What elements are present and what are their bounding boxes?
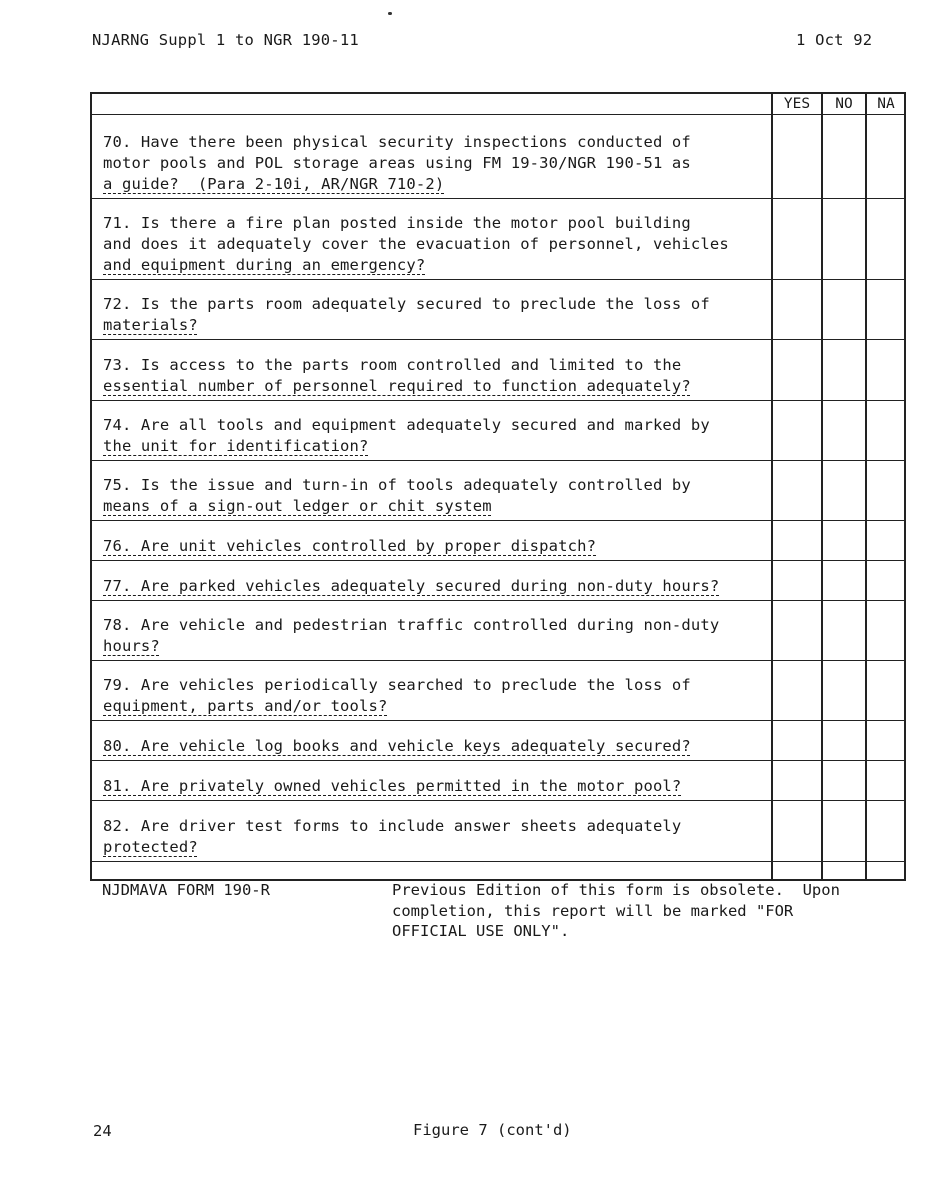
form-number: NJDMAVA FORM 190-R: [102, 881, 270, 899]
document-date: 1 Oct 92: [796, 31, 873, 49]
question-72: [103, 294, 775, 336]
row-divider: [92, 520, 904, 521]
answer-cell-no-q71[interactable]: [823, 200, 865, 277]
question-line: 81. Are privately owned vehicles permitted in the motor pool?: [103, 777, 682, 795]
document-reference: NJARNG Suppl 1 to NGR 190-11: [92, 31, 359, 49]
question-line: materials?: [103, 316, 198, 334]
question-line: 80. Are vehicle log books and vehicle keys adequately secured?: [103, 737, 691, 755]
answer-cell-na-q74[interactable]: [867, 402, 905, 458]
question-79: [103, 675, 775, 717]
obsolete-notice: Previous Edition of this form is obsolete. Upon completion, this report will be marked "FOR OFFICIAL USE ONLY".: [392, 881, 840, 940]
question-line: 82. Are driver test forms to include answer sheets adequately: [103, 817, 682, 835]
answer-cell-no-q78[interactable]: [823, 602, 865, 658]
answer-cell-yes-q75[interactable]: [773, 462, 821, 518]
question-80: [103, 736, 775, 757]
question-line: protected?: [103, 838, 198, 856]
question-line: 70. Have there been physical security inspections conducted of: [103, 133, 691, 151]
question-line: 74. Are all tools and equipment adequately secured and marked by: [103, 416, 710, 434]
answer-cell-yes-q71[interactable]: [773, 200, 821, 277]
answer-cell-yes-q78[interactable]: [773, 602, 821, 658]
question-line: 79. Are vehicles periodically searched to preclude the loss of: [103, 676, 691, 694]
question-line: 76. Are unit vehicles controlled by proper dispatch?: [103, 537, 597, 555]
answer-cell-na-q77[interactable]: [867, 562, 905, 598]
question-line: 78. Are vehicle and pedestrian traffic controlled during non-duty: [103, 616, 720, 634]
answer-cell-no-q74[interactable]: [823, 402, 865, 458]
answer-cell-no-q82[interactable]: [823, 802, 865, 859]
answer-cell-no-q80[interactable]: [823, 722, 865, 758]
answer-cell-yes-q74[interactable]: [773, 402, 821, 458]
row-divider: [92, 400, 904, 401]
question-81: [103, 776, 775, 797]
answer-cell-no-q81[interactable]: [823, 762, 865, 798]
answer-cell-yes-q82[interactable]: [773, 802, 821, 859]
answer-cell-yes-q70[interactable]: [773, 116, 821, 196]
question-line: essential number of personnel required to function adequately?: [103, 377, 691, 395]
column-header-no: NO: [835, 96, 853, 112]
row-divider: [92, 560, 904, 561]
answer-cell-no-q75[interactable]: [823, 462, 865, 518]
figure-caption: Figure 7 (cont'd): [413, 1121, 572, 1139]
stray-mark: [388, 12, 392, 15]
answer-cell-no-q79[interactable]: [823, 662, 865, 718]
answer-cell-na-q70[interactable]: [867, 116, 905, 196]
column-header-na: NA: [877, 96, 895, 112]
question-70: [103, 132, 775, 195]
answer-cell-yes-q76[interactable]: [773, 522, 821, 558]
answer-cell-no-q70[interactable]: [823, 116, 865, 196]
answer-cell-na-q81[interactable]: [867, 762, 905, 798]
row-divider: [92, 760, 904, 761]
answer-cell-yes-q73[interactable]: [773, 341, 821, 398]
question-line: motor pools and POL storage areas using FM 19-30/NGR 190-51 as: [103, 154, 691, 172]
question-78: [103, 615, 775, 657]
row-divider: [92, 600, 904, 601]
question-line: and does it adequately cover the evacuation of personnel, vehicles: [103, 235, 729, 253]
row-divider: [92, 720, 904, 721]
row-divider: [92, 460, 904, 461]
question-82: [103, 816, 775, 858]
question-line: means of a sign-out ledger or chit system: [103, 497, 492, 515]
answer-cell-na-q72[interactable]: [867, 281, 905, 337]
question-73: [103, 355, 775, 397]
question-77: [103, 576, 775, 597]
column-header-yes: YES: [783, 96, 811, 112]
question-line: equipment, parts and/or tools?: [103, 697, 388, 715]
checklist-form: [90, 92, 906, 881]
answer-cell-na-q75[interactable]: [867, 462, 905, 518]
question-line: and equipment during an emergency?: [103, 256, 426, 274]
answer-cell-na-q76[interactable]: [867, 522, 905, 558]
answer-cell-yes-q79[interactable]: [773, 662, 821, 718]
question-line: 75. Is the issue and turn-in of tools adequately controlled by: [103, 476, 691, 494]
answer-cell-na-q79[interactable]: [867, 662, 905, 718]
answer-cell-yes-q72[interactable]: [773, 281, 821, 337]
row-divider: [92, 800, 904, 801]
answer-cell-no-q72[interactable]: [823, 281, 865, 337]
answer-cell-na-q80[interactable]: [867, 722, 905, 758]
row-divider: [92, 660, 904, 661]
row-divider: [92, 861, 904, 862]
answer-cell-yes-q81[interactable]: [773, 762, 821, 798]
answer-cell-no-q77[interactable]: [823, 562, 865, 598]
answer-cell-yes-q77[interactable]: [773, 562, 821, 598]
row-divider: [92, 339, 904, 340]
header-row-line: [92, 114, 904, 115]
question-line: a guide? (Para 2-10i, AR/NGR 710-2): [103, 175, 445, 193]
question-75: [103, 475, 775, 517]
question-71: [103, 213, 775, 276]
page-number: 24: [93, 1122, 112, 1140]
question-line: 73. Is access to the parts room controlled and limited to the: [103, 356, 682, 374]
question-line: 72. Is the parts room adequately secured to preclude the loss of: [103, 295, 710, 313]
answer-cell-na-q78[interactable]: [867, 602, 905, 658]
question-line: 77. Are parked vehicles adequately secured during non-duty hours?: [103, 577, 720, 595]
question-76: [103, 536, 775, 557]
answer-cell-na-q73[interactable]: [867, 341, 905, 398]
row-divider: [92, 198, 904, 199]
answer-cell-yes-q80[interactable]: [773, 722, 821, 758]
answer-cell-no-q76[interactable]: [823, 522, 865, 558]
answer-cell-na-q82[interactable]: [867, 802, 905, 859]
question-line: hours?: [103, 637, 160, 655]
question-74: [103, 415, 775, 457]
row-divider: [92, 279, 904, 280]
answer-cell-no-q73[interactable]: [823, 341, 865, 398]
question-line: the unit for identification?: [103, 437, 369, 455]
answer-cell-na-q71[interactable]: [867, 200, 905, 277]
question-line: 71. Is there a fire plan posted inside the motor pool building: [103, 214, 691, 232]
